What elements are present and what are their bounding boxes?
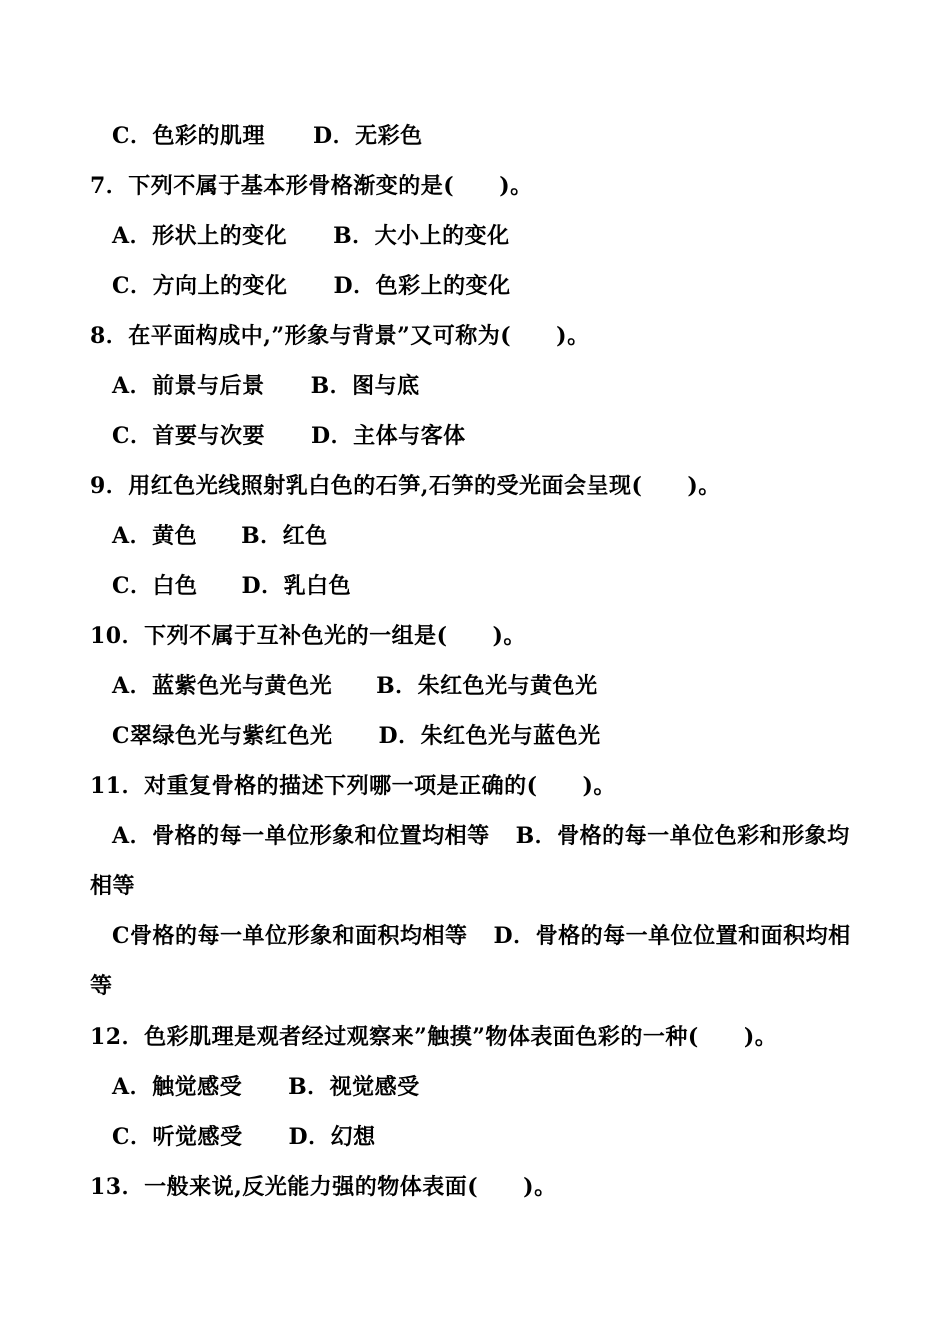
q12-options-cd <box>112 1122 892 1152</box>
option-b: B．视觉感受 <box>288 1074 420 1100</box>
question-11: 11．对重复骨格的描述下列哪一项是正确的( )。 <box>90 773 616 799</box>
q7-options-cd <box>112 271 892 301</box>
option-b: B．朱红色光与黄色光 <box>376 673 598 699</box>
q7-options-ab <box>112 221 892 251</box>
option-b: B．大小上的变化 <box>333 223 510 249</box>
option-d: D．骨格的每一单位位置和面积均相 <box>493 923 851 949</box>
option-a: A．形状上的变化 <box>112 223 288 249</box>
option-b: B．图与底 <box>310 373 420 399</box>
q8-options-cd <box>112 421 892 451</box>
option-b: B．红色 <box>241 523 328 549</box>
option-d: D．乳白色 <box>241 573 352 599</box>
option-a: A．前景与后景 <box>112 373 265 399</box>
option-d: D．主体与客体 <box>311 423 466 449</box>
q6-options-cd <box>112 121 892 151</box>
question-12: 12．色彩肌理是观者经过观察来”触摸”物体表面色彩的一种( )。 <box>90 1024 778 1050</box>
q8-options-ab <box>112 371 892 401</box>
option-a: A．黄色 <box>112 523 198 549</box>
option-c: C骨格的每一单位形象和面积均相等 <box>112 923 468 949</box>
option-a: A．蓝紫色光与黄色光 <box>112 673 333 699</box>
option-c: C翠绿色光与紫红色光 <box>112 723 333 749</box>
option-d: D．朱红色光与蓝色光 <box>378 723 601 749</box>
q10-options-ab <box>112 671 892 701</box>
option-a: A．触觉感受 <box>112 1074 243 1100</box>
question-8: 8．在平面构成中,”形象与背景”又可称为( )。 <box>90 323 590 349</box>
option-d: D．无彩色 <box>313 123 423 149</box>
q11-options-cd <box>112 921 892 951</box>
option-a: A．骨格的每一单位形象和位置均相等 <box>112 823 490 849</box>
option-c: C．色彩的肌理 <box>112 123 266 149</box>
q10-options-cd <box>112 721 892 751</box>
option-d: D．色彩上的变化 <box>333 273 511 299</box>
q11-option-d-continued: 等 <box>90 973 113 999</box>
question-7: 7．下列不属于基本形骨格渐变的是( )。 <box>90 173 533 199</box>
question-13: 13．一般来说,反光能力强的物体表面( )。 <box>90 1174 557 1200</box>
q11-options-ab <box>112 821 892 851</box>
option-c: C．白色 <box>112 573 198 599</box>
q12-options-ab <box>112 1072 892 1102</box>
option-c: C．首要与次要 <box>112 423 266 449</box>
q9-options-ab <box>112 521 892 551</box>
q11-option-b-continued: 相等 <box>90 873 136 899</box>
q9-options-cd <box>112 571 892 601</box>
question-10: 10．下列不属于互补色光的一组是( )。 <box>90 623 526 649</box>
option-b: B．骨格的每一单位色彩和形象均 <box>515 823 850 849</box>
option-c: C．方向上的变化 <box>112 273 288 299</box>
option-d: D．幻想 <box>288 1124 376 1150</box>
question-9: 9．用红色光线照射乳白色的石笋,石笋的受光面会呈现( )。 <box>90 473 721 499</box>
option-c: C．听觉感受 <box>112 1124 243 1150</box>
